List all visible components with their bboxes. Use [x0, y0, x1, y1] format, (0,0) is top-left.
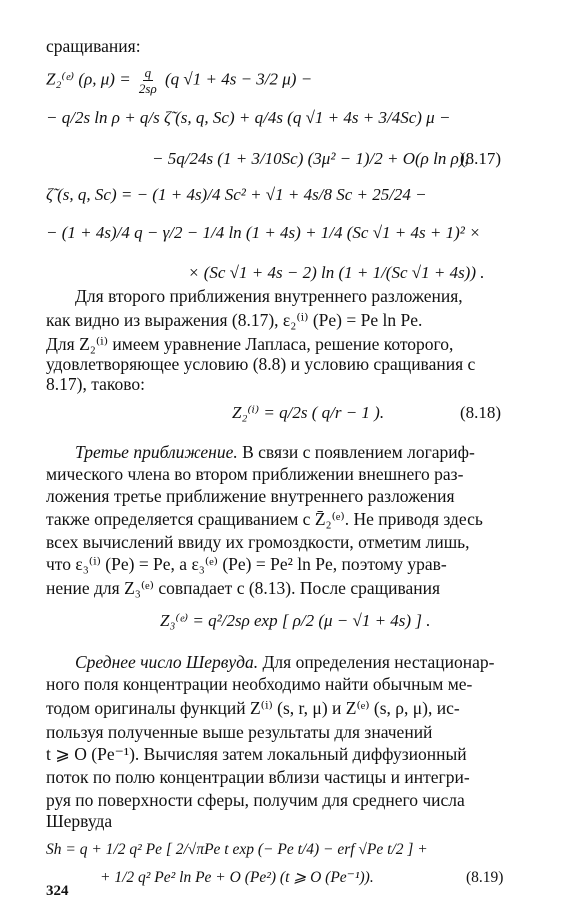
equation-line: − 5q/24s (1 + 3/10Sc) (3μ² − 1)/2 + O(ρ ln ρ),: [152, 149, 469, 168]
page-number: 324: [46, 883, 69, 899]
section-heading: Среднее число Шервуда.: [75, 652, 259, 672]
section-heading: Третье приближение.: [75, 442, 238, 462]
text-line: удовлетворяющее условию (8.8) и условию сращивания с: [46, 354, 476, 374]
equation-line: [46, 66, 312, 95]
text-line: тодом оригиналы функций Z⁽ⁱ⁾ (s, r, μ) и Z⁽ᵉ⁾ (s, ρ, μ), ис-: [46, 698, 460, 718]
equation-number: (8.17): [460, 149, 502, 168]
text-line: нение для Z₃⁽ᵉ⁾ совпадает с (8.13). После сращивания: [46, 578, 441, 598]
text-line: как видно из выражения (8.17), ε₂⁽ⁱ⁾ (Pe) = Pe ln Pe.: [46, 310, 423, 330]
text-line: 8.17), таково:: [46, 374, 145, 394]
text-line: поток по полю концентрации вблизи частицы и интегри-: [46, 767, 470, 787]
text-line: что ε₃⁽ⁱ⁾ (Pe) = Pe, а ε₃⁽ᵉ⁾ (Pe) = Pe² ln Pe, поэтому урав-: [46, 554, 447, 574]
equation-number: (8.19): [466, 869, 504, 886]
equation-line: + 1/2 q² Pe² ln Pe + O (Pe²) (t ⩾ O (Pe⁻¹)).: [100, 869, 374, 886]
equation-number: (8.18): [460, 403, 502, 422]
equation-lhs: Z₂⁽ᵉ⁾ (ρ, μ) =: [46, 69, 131, 89]
equation-line: Z₃⁽ᵉ⁾ = q²/2sρ exp [ ρ/2 (μ − √1 + 4s) ] .: [160, 611, 431, 630]
equation-line: × (Sc √1 + 4s − 2) ln (1 + 1/(Sc √1 + 4s)) .: [188, 263, 485, 282]
text-line: Третье приближение. В связи с появлением логариф-: [75, 442, 475, 462]
text-line: Для Z₂⁽ⁱ⁾ имеем уравнение Лапласа, решение которого,: [46, 334, 454, 354]
equation-line: − (1 + 4s)/4 q − γ/2 − 1/4 ln (1 + 4s) + 1/4 (Sc √1 + 4s + 1)² ×: [46, 223, 481, 242]
equation-line: ζ̃ (s, q, Sc) = − (1 + 4s)/4 Sc² + √1 + 4s/8 Sc + 25/24 −: [46, 185, 427, 204]
text-line: пользуя полученные выше результаты для значений: [46, 722, 433, 742]
text-line: Среднее число Шервуда. Для определения нестационар-: [75, 652, 495, 672]
equation-line: Sh = q + 1/2 q² Pe [ 2/√πPe t exp (− Pe t/4) − erf √Pe t/2 ] +: [46, 841, 428, 858]
equation-body: (q √1 + 4s − 3/2 μ) −: [164, 69, 313, 89]
fraction: $\frac{q}{2s\rho}$: [138, 65, 157, 96]
text-line: Для второго приближения внутреннего разложения,: [75, 286, 463, 306]
text-line: мического члена во втором приближении внешнего раз-: [46, 464, 464, 484]
equation-line: Z₂⁽ⁱ⁾ = q/2s ( q/r − 1 ).: [232, 403, 385, 422]
text-line: всех вычислений ввиду их громоздкости, отметим лишь,: [46, 532, 470, 552]
text-line: t ⩾ O (Pe⁻¹). Вычисляя затем локальный диффузионный: [46, 744, 467, 764]
text-line: сращивания:: [46, 36, 141, 56]
text-line: ложения третье приближение внутреннего разложения: [46, 486, 455, 506]
text-line: Шервуда: [46, 811, 113, 831]
text-line: также определяется сращиванием с Z̄₂⁽ᵉ⁾. Не приводя здесь: [46, 509, 483, 529]
text-line: ного поля концентрации необходимо найти обычным ме-: [46, 674, 473, 694]
text-line: руя по поверхности сферы, получим для среднего числа: [46, 790, 465, 810]
equation-line: − q/2s ln ρ + q/s ζ̃ (s, q, Sc) + q/4s (q √1 + 4s + 3/4Sc) μ −: [46, 108, 451, 127]
